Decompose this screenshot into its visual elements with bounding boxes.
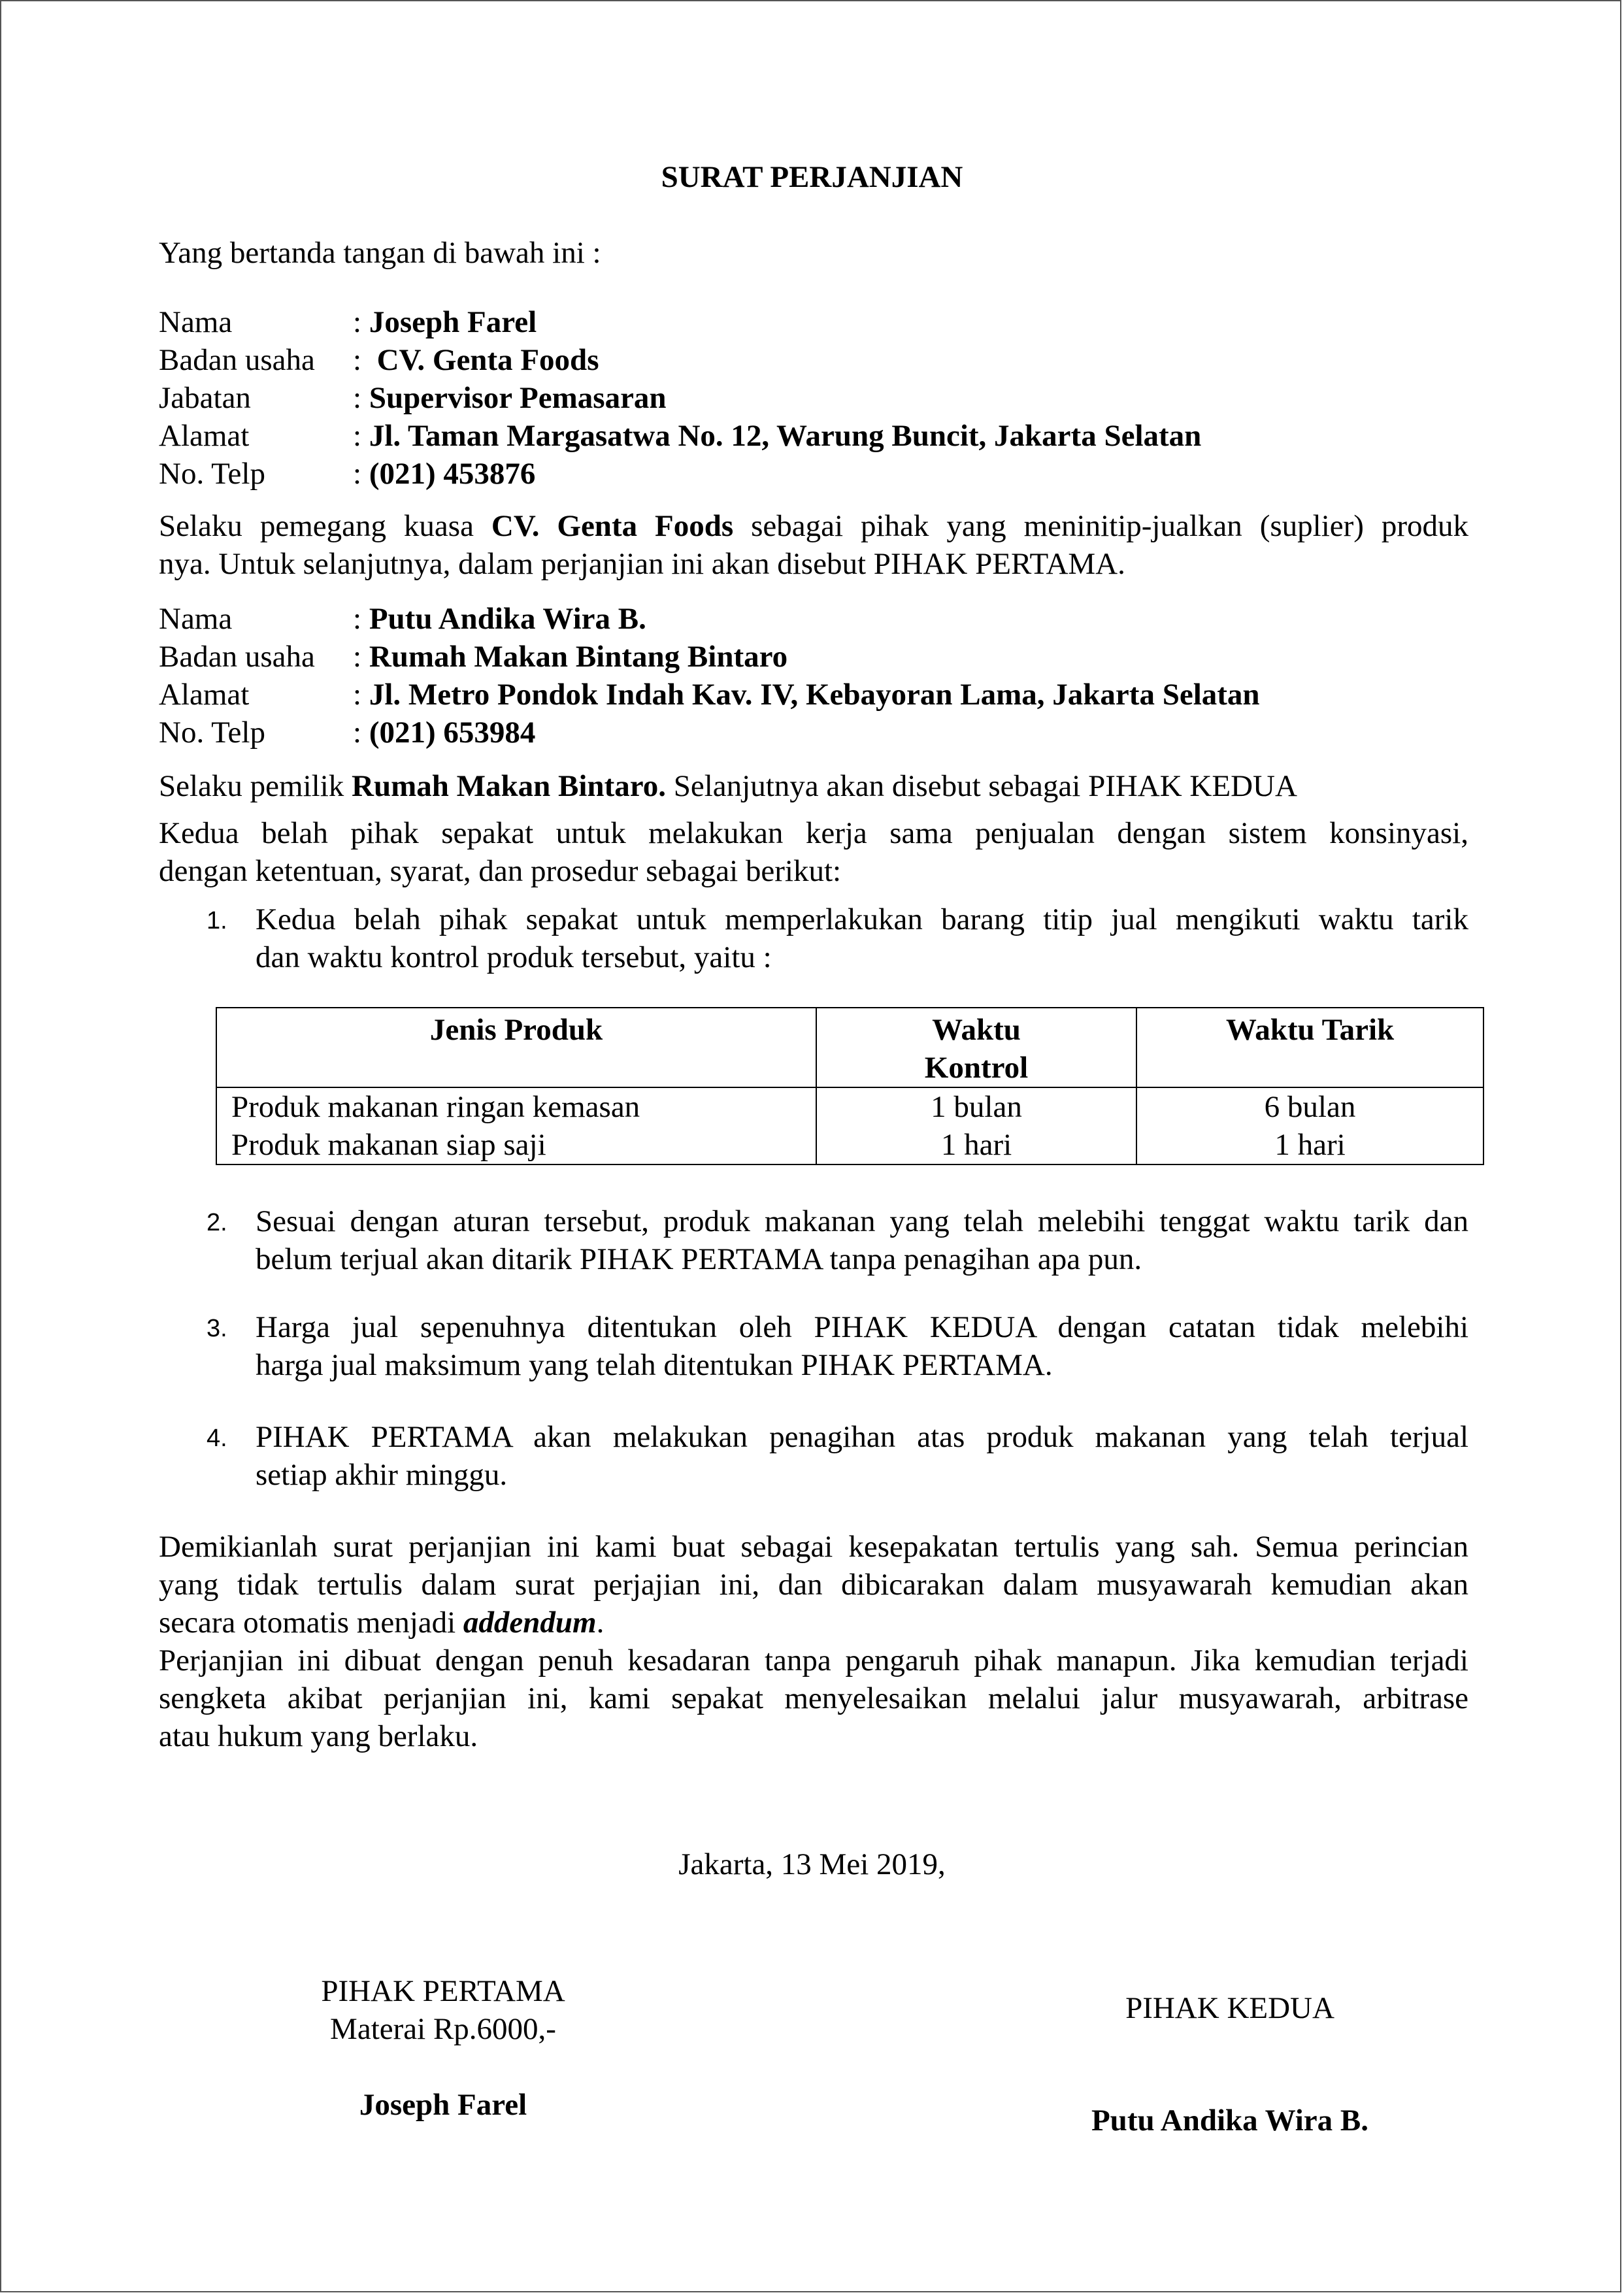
party2-value-badan-usaha: : Rumah Makan Bintang Bintaro [353,640,788,674]
table-cell-tarik [1136,1087,1483,1164]
list-number-4: 4. [207,1425,227,1452]
party2-value-alamat: : Jl. Metro Pondok Indah Kav. IV, Kebayoran Lama, Jakarta Selatan [353,678,1260,712]
party1-label-jabatan: Jabatan [159,381,251,415]
table-cell-tarik-2: 1 hari [1274,1128,1346,1162]
closing-p2-line2: sengketa akibat perjanjian ini, kami sepakat menyelesaikan melalui jalur musyawarah, arbitrase [159,1681,1468,1715]
party2-statement: Selaku pemilik Rumah Makan Bintaro. Selanjutnya akan disebut sebagai PIHAK KEDUA [159,769,1297,803]
table-cell-tarik-1: 6 bulan [1264,1090,1356,1124]
table-header-row [216,1008,1483,1087]
table-header-waktu-tarik: Waktu Tarik [1136,1008,1483,1087]
table-cell-kontrol-2: 1 hari [940,1128,1012,1162]
stamp-duty-note: Materai Rp.6000,- [330,2012,556,2046]
table-row [216,1087,1483,1164]
party2-label-nama: Nama [159,602,233,636]
list-item-3-line2: harga jual maksimum yang telah ditentukan PIHAK PERTAMA. [256,1348,1053,1382]
table-cell-product-2: Produk makanan siap saji [231,1128,546,1162]
party1-statement-company: CV. Genta Foods [491,509,734,543]
party2-address: Jl. Metro Pondok Indah Kav. IV, Kebayoran Lama, Jakarta Selatan [369,678,1260,712]
party1-value-badan-usaha: : CV. Genta Foods [353,343,599,377]
party2-value-telp: : (021) 653984 [353,716,536,750]
list-item-2-line1: Sesuai dengan aturan tersebut, produk makanan yang telah melebihi tenggat waktu tarik dan [256,1204,1468,1238]
document-title: SURAT PERJANJIAN [661,160,963,194]
party2-phone: (021) 653984 [369,716,536,750]
agreement-line2: dengan ketentuan, syarat, dan prosedur sebagai berikut: [159,854,842,888]
party1-value-alamat: : Jl. Taman Margasatwa No. 12, Warung Buncit, Jakarta Selatan [353,419,1202,453]
list-item-2-line2: belum terjual akan ditarik PIHAK PERTAMA tanpa penagihan apa pun. [256,1242,1142,1276]
list-item-1-line1: Kedua belah pihak sepakat untuk memperlakukan barang titip jual mengikuti waktu tarik [256,902,1468,936]
list-item-1-line2: dan waktu kontrol produk tersebut, yaitu : [256,940,772,974]
first-party-signatory: Joseph Farel [359,2088,527,2122]
party1-label-alamat: Alamat [159,419,250,453]
second-party-label: PIHAK KEDUA [1125,1991,1334,2025]
table-cell-products [216,1087,816,1164]
table-cell-kontrol [816,1087,1136,1164]
party1-label-nama: Nama [159,305,233,339]
first-party-label: PIHAK PERTAMA [321,1974,565,2008]
closing-p1-line1: Demikianlah surat perjanjian ini kami buat sebagai kesepakatan tertulis yang sah. Semua perincian [159,1530,1468,1564]
second-party-signatory: Putu Andika Wira B. [1091,2104,1369,2138]
list-number-3: 3. [207,1315,227,1342]
list-number-2: 2. [207,1209,227,1236]
table-cell-kontrol-1: 1 bulan [931,1090,1022,1124]
party1-value-telp: : (021) 453876 [353,457,536,491]
party2-statement-company: Rumah Makan Bintaro. [352,769,666,803]
party1-statement-line2: nya. Untuk selanjutnya, dalam perjanjian ini akan disebut PIHAK PERTAMA. [159,547,1125,581]
party2-label-alamat: Alamat [159,678,250,712]
party1-phone: (021) 453876 [369,457,536,491]
party1-label-badan-usaha: Badan usaha [159,343,315,377]
party1-label-telp: No. Telp [159,457,265,491]
party1-address: Jl. Taman Margasatwa No. 12, Warung Buncit, Jakarta Selatan [369,419,1202,453]
list-number-1: 1. [207,907,227,934]
place-date: Jakarta, 13 Mei 2019, [678,1847,946,1881]
party2-label-badan-usaha: Badan usaha [159,640,315,674]
party1-position: Supervisor Pemasaran [369,381,667,415]
party1-value-nama: : Joseph Farel [353,305,537,339]
party1-name: Joseph Farel [369,305,537,339]
party2-label-telp: No. Telp [159,716,265,750]
table-cell-product-1: Produk makanan ringan kemasan [231,1090,640,1124]
table-header-waktu-kontrol: Waktu Kontrol [816,1008,1136,1087]
addendum-term: addendum [463,1606,597,1640]
intro-text: Yang bertanda tangan di bawah ini : [159,236,601,270]
list-item-4-line1: PIHAK PERTAMA akan melakukan penagihan atas produk makanan yang telah terjual [256,1420,1468,1454]
closing-p2-line3: atau hukum yang berlaku. [159,1719,478,1753]
party2-value-nama: : Putu Andika Wira B. [353,602,646,636]
party2-name: Putu Andika Wira B. [369,602,646,636]
list-item-4-line2: setiap akhir minggu. [256,1458,508,1492]
closing-p1-line2: yang tidak tertulis dalam surat perjajian ini, dan dibicarakan dalam musyawarah kemudian akan [159,1568,1468,1602]
product-timing-table [216,1007,1484,1165]
agreement-line1: Kedua belah pihak sepakat untuk melakukan kerja sama penjualan dengan sistem konsinyasi, [159,816,1468,850]
party1-company: CV. Genta Foods [376,343,599,377]
closing-p2-line1: Perjanjian ini dibuat dengan penuh kesadaran tanpa pengaruh pihak manapun. Jika kemudian terjadi [159,1643,1468,1677]
party2-company: Rumah Makan Bintang Bintaro [369,640,788,674]
list-item-3-line1: Harga jual sepenuhnya ditentukan oleh PIHAK KEDUA dengan catatan tidak melebihi [256,1310,1468,1344]
table-header-jenis-produk: Jenis Produk [216,1008,816,1087]
party1-value-jabatan: : Supervisor Pemasaran [353,381,667,415]
party1-statement-line1: Selaku pemegang kuasa CV. Genta Foods sebagai pihak yang meninitip-jualkan (suplier) produk [159,509,1468,543]
closing-p1-line3: secara otomatis menjadi addendum. [159,1606,605,1640]
